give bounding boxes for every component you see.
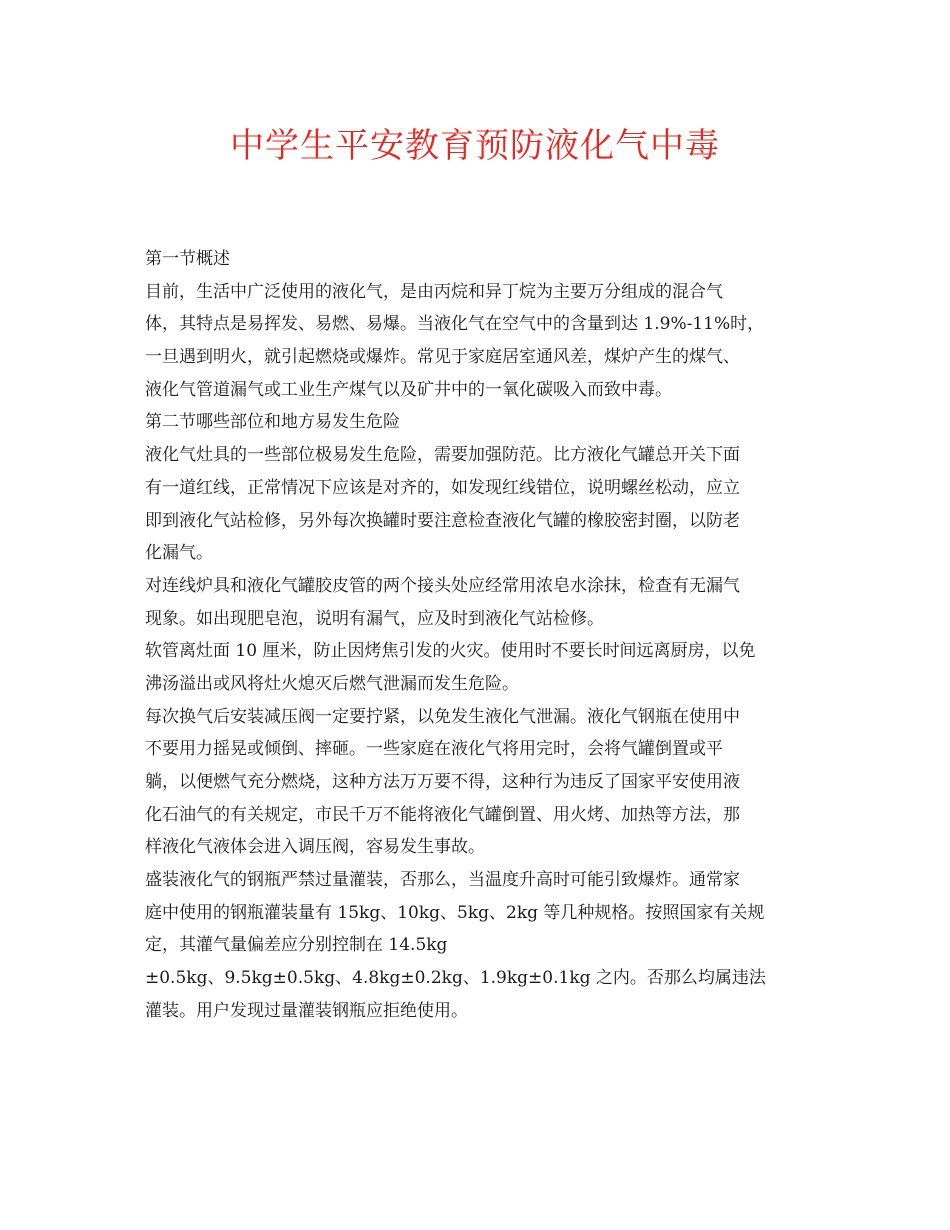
body-line: 第二节哪些部位和地方易发生危险 <box>145 412 400 433</box>
body-line: 化漏气。 <box>145 543 213 564</box>
document-body <box>145 243 807 1028</box>
body-line: 每次换气后安装减压阀一定要拧紧，以免发生液化气泄漏。液化气钢瓶在使用中 <box>145 706 740 727</box>
body-line: 软管离灶面 10 厘米，防止因烤焦引发的火灾。使用时不要长时间远离厨房，以免 <box>145 641 756 662</box>
body-line: 灌装。用户发现过量灌装钢瓶应拒绝使用。 <box>145 1000 468 1021</box>
body-line: 现象。如出现肥皂泡，说明有漏气，应及时到液化气站检修。 <box>145 608 604 629</box>
body-line: 盛装液化气的钢瓶严禁过量灌装，否那么，当温度升高时可能引致爆炸。通常家 <box>145 870 740 891</box>
body-line: 液化气灶具的一些部位极易发生危险，需要加强防范。比方液化气罐总开关下面 <box>145 445 740 466</box>
body-line: 一旦遇到明火，就引起燃烧或爆炸。常见于家庭居室通风差，煤炉产生的煤气、 <box>145 347 740 368</box>
body-line: 第一节概述 <box>145 249 230 269</box>
body-line: 液化气管道漏气或工业生产煤气以及矿井中的一氧化碳吸入而致中毒。 <box>145 379 672 400</box>
body-line: 有一道红线，正常情况下应该是对齐的，如发现红线错位，说明螺丝松动，应立 <box>145 477 740 498</box>
body-line: ±0.5kg、9.5kg±0.5kg、4.8kg±0.2kg、1.9kg±0.1kg 之内。否那么均属违法 <box>145 968 766 989</box>
body-line: 化石油气的有关规定，市民千万不能将液化气罐倒置、用火烤、加热等方法，那 <box>145 804 740 825</box>
body-line: 定，其灌气量偏差应分别控制在 14.5kg <box>145 935 448 956</box>
body-line: 沸汤溢出或风将灶火熄灭后燃气泄漏而发生危险。 <box>145 673 519 694</box>
body-line: 躺，以便燃气充分燃烧，这种方法万万要不得，这种行为违反了国家平安使用液 <box>145 772 740 792</box>
body-line: 对连线炉具和液化气罐胶皮管的两个接头处应经常用浓皂水涂抹，检查有无漏气 <box>145 575 740 596</box>
document-title: 中学生平安教育预防液化气中毒 <box>230 126 720 166</box>
body-line: 体，其特点是易挥发、易燃、易爆。当液化气在空气中的含量到达 1.9%-11%时， <box>145 314 765 335</box>
body-line: 庭中使用的钢瓶灌装量有 15kg、10kg、5kg、2kg 等几种规格。按照国家有关规 <box>145 902 765 923</box>
body-line: 样液化气液体会进入调压阀，容易发生事故。 <box>145 837 485 858</box>
body-line: 即到液化气站检修，另外每次换罐时要注意检查液化气罐的橡胶密封圈，以防老 <box>145 510 740 531</box>
body-line: 不要用力摇晃或倾倒、摔砸。一些家庭在液化气将用完时，会将气罐倒置或平 <box>145 739 723 760</box>
body-line: 目前，生活中广泛使用的液化气，是由丙烷和异丁烷为主要万分组成的混合气 <box>145 281 723 302</box>
